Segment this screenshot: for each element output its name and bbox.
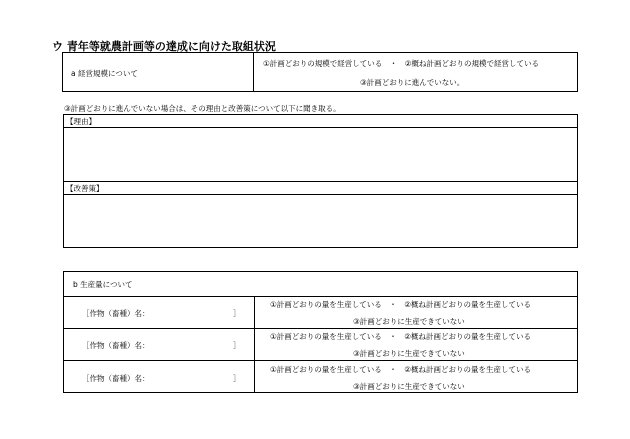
reason-label: 【理由】 xyxy=(66,117,96,126)
reason-field[interactable] xyxy=(64,128,577,181)
crop-name-label: ［作物（畜種）名： xyxy=(82,374,150,383)
improvement-field[interactable] xyxy=(64,195,577,247)
crop-name-label: ［作物（畜種）名： xyxy=(82,309,150,318)
production-option-line2: ③計画どおりに生産できていない xyxy=(353,317,465,326)
interview-box xyxy=(63,114,578,248)
improvement-label: 【改善策】 xyxy=(66,184,104,193)
production-option-line2: ③計画どおりに生産できていない xyxy=(353,349,465,358)
production-table xyxy=(63,271,578,393)
crop-name-close: ］ xyxy=(233,341,241,350)
production-option-line1: ①計画どおりの量を生産している ・ ②概ね計画どおりの量を生産している xyxy=(270,300,531,309)
production-option-line1: ①計画どおりの量を生産している ・ ②概ね計画どおりの量を生産している xyxy=(270,332,531,341)
crop-name-close: ］ xyxy=(233,309,241,318)
section-title: ウ 青年等就農計画等の達成に向けた取組状況 xyxy=(52,40,276,53)
crop-name-close: ］ xyxy=(233,374,241,383)
production-option-line1: ①計画どおりの量を生産している ・ ②概ね計画どおりの量を生産している xyxy=(270,365,531,374)
scale-table xyxy=(62,52,578,92)
production-label: b 生産量について xyxy=(73,280,133,289)
scale-option-line2: ③計画どおりに進んでいない。 xyxy=(360,78,465,87)
follow-up-note: ③計画どおりに進んでいない場合は、その理由と改善策について以下に聞き取る。 xyxy=(64,104,341,113)
crop-name-label: ［作物（畜種）名： xyxy=(82,341,150,350)
scale-option-line1: ①計画どおりの規模で経営している ・ ②概ね計画どおりの規模で経営している xyxy=(263,59,539,68)
production-option-line2: ③計画どおりに生産できていない xyxy=(353,382,465,391)
scale-label: a 経営規模について xyxy=(71,69,138,78)
